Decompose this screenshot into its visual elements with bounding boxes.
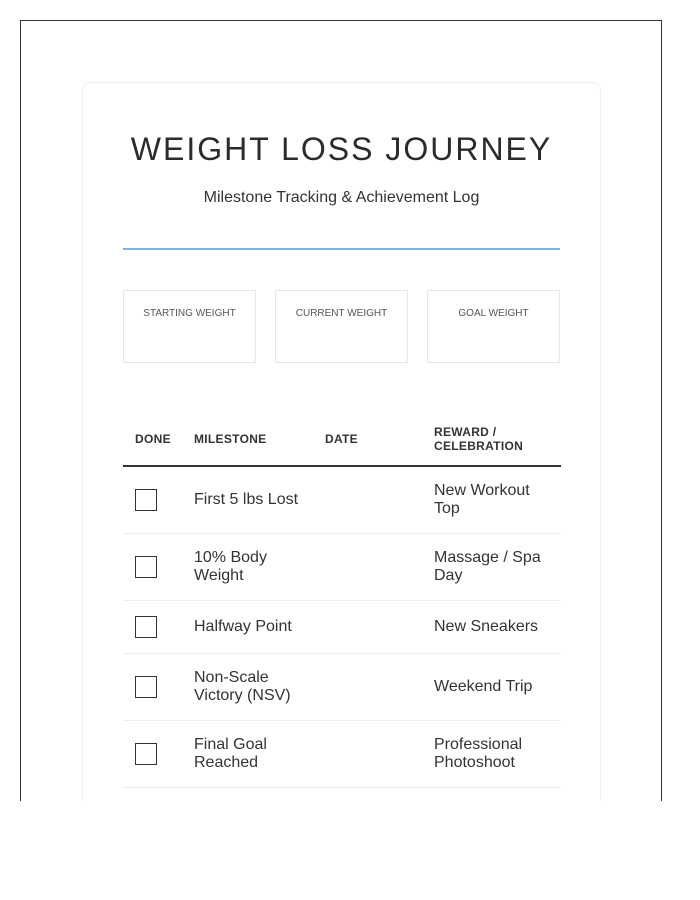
table-row [123,720,561,787]
done-cell [123,653,182,720]
milestone-cell: Non-Scale Victory (NSV) [182,653,313,720]
done-cell [123,600,182,653]
table-row [123,466,561,533]
page-frame [20,20,662,801]
done-checkbox[interactable] [135,556,157,578]
done-checkbox[interactable] [135,616,157,638]
tracker-card [82,82,601,801]
starting-weight-box[interactable] [123,290,256,363]
page-title: WEIGHT LOSS JOURNEY [130,131,553,167]
date-cell[interactable] [313,533,422,600]
date-cell[interactable] [313,466,422,533]
milestone-cell: Halfway Point [182,600,313,653]
stat-label: CURRENT WEIGHT [295,308,388,319]
table-row [123,533,561,600]
stat-label: GOAL WEIGHT [458,308,529,319]
col-date: DATE [313,413,422,466]
done-checkbox[interactable] [135,676,157,698]
accent-divider [123,248,560,250]
col-reward: REWARD / CELEBRATION [422,413,561,466]
page-subtitle: Milestone Tracking & Achievement Log [203,189,480,206]
stat-label: STARTING WEIGHT [143,308,236,319]
milestone-cell: 10% Body Weight [182,533,313,600]
milestone-cell: First 5 lbs Lost [182,466,313,533]
date-cell[interactable] [313,653,422,720]
done-checkbox[interactable] [135,743,157,765]
reward-cell: Massage / Spa Day [422,533,561,600]
col-done: DONE [123,413,182,466]
date-cell[interactable] [313,600,422,653]
table-row [123,600,561,653]
col-milestone: MILESTONE [182,413,313,466]
reward-cell: New Workout Top [422,466,561,533]
reward-cell: Professional Photoshoot [422,720,561,787]
milestone-cell: Final Goal Reached [182,720,313,787]
table-header [123,413,561,466]
reward-cell: Weekend Trip [422,653,561,720]
table-row [123,653,561,720]
milestone-table [123,413,561,788]
done-checkbox[interactable] [135,489,157,511]
weight-stats [123,290,560,363]
reward-cell: New Sneakers [422,600,561,653]
done-cell [123,533,182,600]
goal-weight-box[interactable] [427,290,560,363]
done-cell [123,466,182,533]
done-cell [123,720,182,787]
current-weight-box[interactable] [275,290,408,363]
date-cell[interactable] [313,720,422,787]
